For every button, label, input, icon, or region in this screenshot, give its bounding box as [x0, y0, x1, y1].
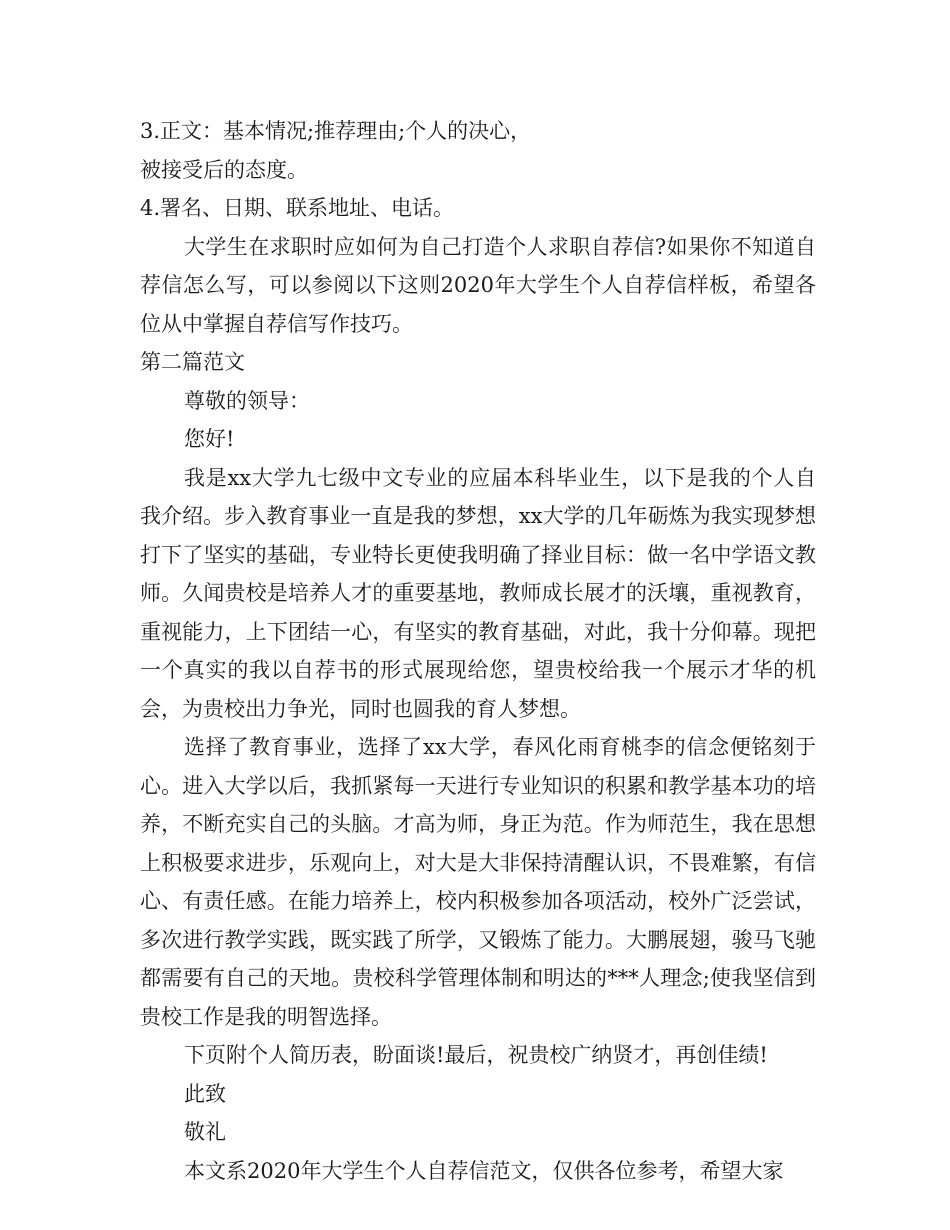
paragraph-intro: 大学生在求职时应如何为自己打造个人求职自荐信?如果你不知道自荐信怎么写，可以参阅以下这则2020年大学生个人自荐信样板，希望各位从中掌握自荐信写作技巧。 [140, 234, 816, 336]
salutation: 尊敬的领导： [184, 388, 310, 413]
paragraph-body-outline: 3.正文：基本情况;推荐理由;个人的决心， [140, 119, 532, 143]
closing-jingli: 敬礼 [184, 1120, 226, 1144]
paragraph-closing-request: 下页附个人简历表，盼面谈!最后，祝贵校广纳贤才，再创佳绩! [184, 1043, 768, 1067]
paragraph-education-choice: 选择了教育事业，选择了xx大学，春风化雨育桃李的信念便铭刻于心。进入大学以后，我抓紧每一天进行专业知识的积累和教学基本功的培养，不断充实自己的头脑。才高为师，身正为范。作为师范生，我在思想上积极要求进步，乐观向上，对大是大非保持清醒认识，不畏难繁，有信心、有责任感。在能力培养上，校内积极参加各项活动，校外广泛尝试，多次进行教学实践，既实践了所学，又锻炼了能力。大鹏展翅，骏马飞驰都需要有自己的天地。贵校科学管理体制和明达的***人理念;使我坚信到贵校工作是我的明智选择。 [140, 735, 816, 1029]
closing-cizhi: 此致 [184, 1081, 226, 1106]
paragraph-self-introduction: 我是xx大学九七级中文专业的应届本科毕业生，以下是我的个人自我介绍。步入教育事业一直是我的梦想，xx大学的几年砺炼为我实现梦想打下了坚实的基础，专业特长更使我明确了择业目标：做一名中学语文教师。久闻贵校是培养人才的重要基地，教师成长展才的沃壤，重视教育，重视能力，上下团结一心，有坚实的教育基础，对此，我十分仰幕。现把一个真实的我以自荐书的形式展现给您，望贵校给我一个展示才华的机会，为贵校出力争光，同时也圆我的育人梦想。 [140, 465, 816, 721]
document-body [140, 112, 816, 1190]
paragraph-footer-note: 本文系2020年大学生个人自荐信范文，仅供各位参考，希望大家 [184, 1158, 784, 1183]
paragraph-body-outline-cont: 被接受后的态度。 [140, 157, 308, 182]
section-heading: 第二篇范文 [140, 350, 245, 374]
greeting: 您好! [184, 427, 235, 451]
paragraph-signature-outline: 4.署名、日期、联系地址、电话。 [140, 196, 455, 220]
